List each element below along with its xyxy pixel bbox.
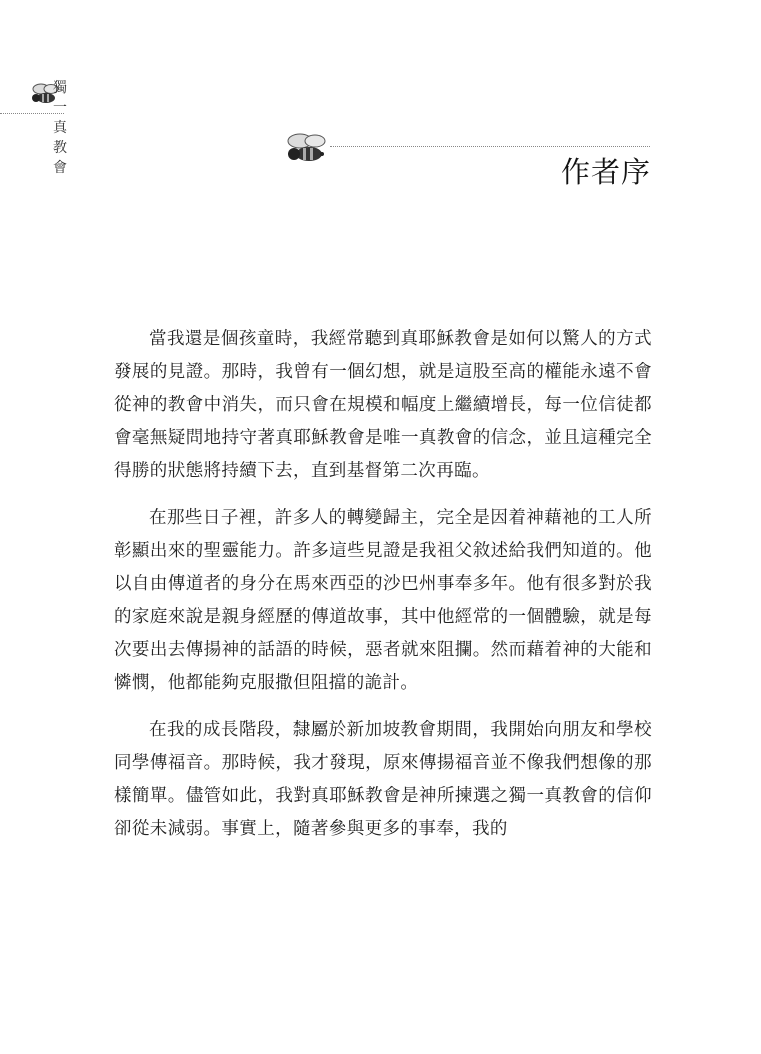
running-header-char: 獨: [53, 80, 67, 96]
running-header-char: 真: [53, 120, 67, 136]
paragraph: 在那些日子裡，許多人的轉變歸主，完全是因着神藉祂的工人所彰顯出來的聖靈能力。許多這些見證是我祖父敘述給我們知道的。他以自由傳道者的身分在馬來西亞的沙巴州事奉多年。他有很多對於我的家庭來說是親身經歷的傳道故事，其中他經常的一個體驗，就是每次要出去傳揚神的話語的時候，惡者就來阻攔。然而藉着神的大能和憐憫，他都能夠克服撒但阻擋的詭計。: [114, 508, 652, 693]
running-header-char: 一: [53, 100, 67, 116]
running-header-char: 會: [53, 160, 67, 176]
header-dotted-rule-right: [330, 146, 650, 147]
paragraph: 當我還是個孩童時，我經常聽到真耶穌教會是如何以驚人的方式發展的見證。那時，我曾有一個幻想，就是這股至高的權能永遠不會從神的教會中消失，而只會在規模和幅度上繼續增長，每一位信徒都會毫無疑問地持守著真耶穌教會是唯一真教會的信念，並且這種完全得勝的狀態將持續下去，直到基督第二次再臨。: [114, 329, 652, 481]
running-header-vertical: [49, 78, 71, 178]
body-text: [114, 323, 652, 860]
bee-icon: [282, 131, 332, 167]
running-header-char: 教: [53, 140, 67, 156]
page-title: 作者序: [560, 155, 651, 189]
paragraph: 在我的成長階段，隸屬於新加坡教會期間，我開始向朋友和學校同學傳福音。那時候，我才發現，原來傳揚福音並不像我們想像的那樣簡單。儘管如此，我對真耶穌教會是神所揀選之獨一真教會的信仰卻從未減弱。事實上，隨著參與更多的事奉，我的: [114, 720, 652, 839]
